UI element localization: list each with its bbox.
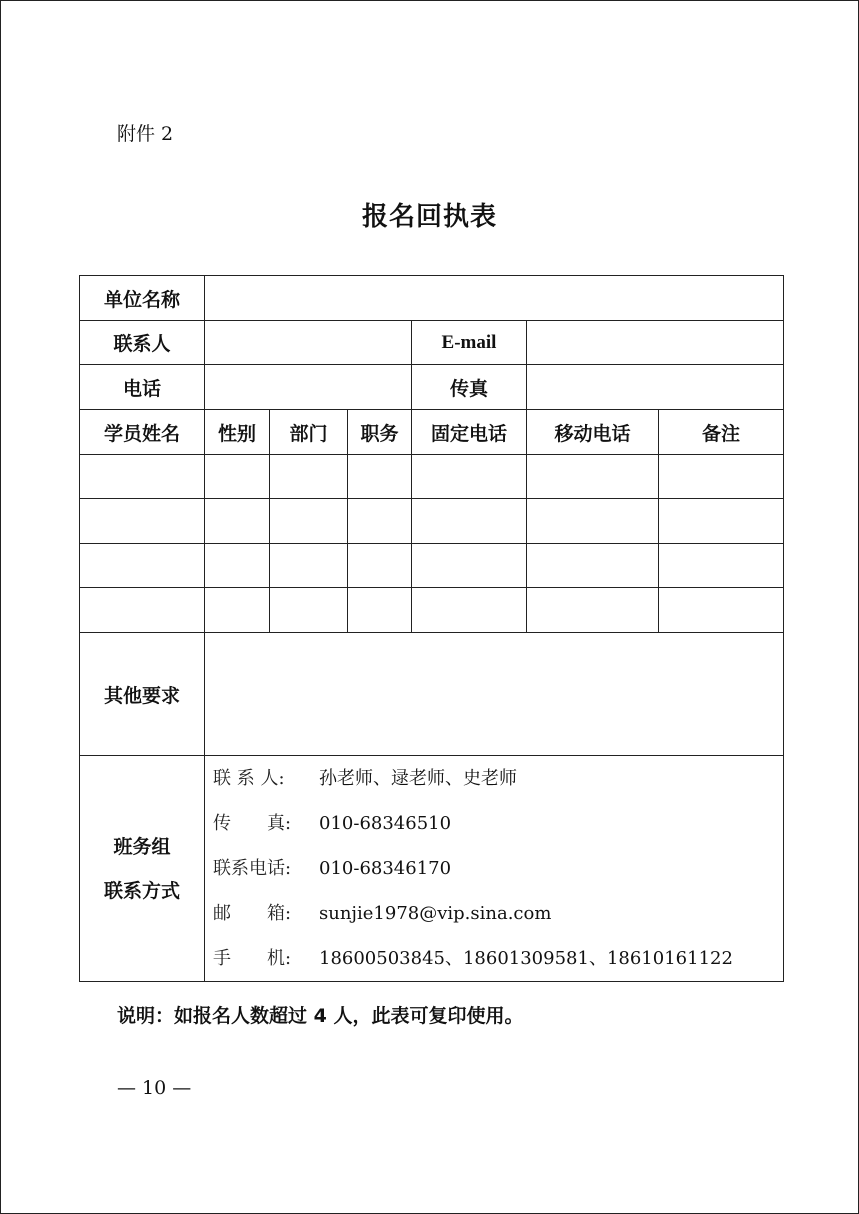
row-other-requirements [80,633,784,756]
mobile-cell[interactable] [527,499,659,544]
trainee-row [80,499,784,544]
phone-line [205,846,783,891]
gender-cell[interactable] [205,588,270,633]
phone-line-value: 010-68346170 [319,858,452,879]
department-cell[interactable] [270,499,348,544]
email-field[interactable] [527,321,784,365]
col-header-mobile: 移动电话 [527,410,659,455]
col-header-department: 部门 [270,410,348,455]
col-header-trainee-name: 学员姓名 [80,410,205,455]
usage-note: 说明：如报名人数超过 4 人，此表可复印使用。 [117,1005,524,1027]
phone-field[interactable] [205,365,412,410]
email-line-value[interactable]: sunjie1978@vip.sina.com [319,903,552,924]
contact-persons-label: 联 系 人: [213,768,285,789]
trainee-row [80,588,784,633]
mobile-line-value: 18600503845、18601309581、18610161122 [319,948,733,969]
email-label: E-mail [412,321,527,365]
remarks-cell[interactable] [659,544,784,588]
position-cell[interactable] [348,455,412,499]
fax-line-value: 010-68346510 [319,813,452,834]
phone-line-label: 联系电话: [213,858,292,879]
col-header-position: 职务 [348,410,412,455]
col-header-landline: 固定电话 [412,410,527,455]
form-title: 报名回执表 [361,202,497,232]
mobile-cell[interactable] [527,588,659,633]
attachment-label: 附件 2 [117,123,174,145]
mobile-cell[interactable] [527,455,659,499]
class-contact-label [80,756,205,982]
landline-cell[interactable] [412,588,527,633]
landline-cell[interactable] [412,455,527,499]
landline-cell[interactable] [412,499,527,544]
row-class-contact [80,756,784,982]
trainee-row [80,455,784,499]
class-contact-label-line2: 联系方式 [103,879,180,902]
contact-persons-line [205,756,783,801]
department-cell[interactable] [270,544,348,588]
other-requirements-label: 其他要求 [80,633,205,756]
email-line-label: 邮 箱: [213,903,292,924]
trainee-row [80,544,784,588]
contact-persons-value: 孙老师、逯老师、史老师 [319,768,517,789]
mobile-line [205,936,783,981]
unit-name-label: 单位名称 [80,276,205,321]
class-contact-label-line1: 班务组 [113,835,171,858]
other-requirements-field[interactable] [205,633,784,756]
row-contact [80,321,784,365]
page-number: — 10 — [117,1077,192,1099]
col-header-remarks: 备注 [659,410,784,455]
gender-cell[interactable] [205,544,270,588]
registration-table [79,275,784,982]
landline-cell[interactable] [412,544,527,588]
contact-person-label: 联系人 [80,321,205,365]
position-cell[interactable] [348,588,412,633]
fax-label: 传真 [412,365,527,410]
contact-person-field[interactable] [205,321,412,365]
mobile-line-label: 手 机: [213,948,292,969]
remarks-cell[interactable] [659,455,784,499]
mobile-cell[interactable] [527,544,659,588]
fax-line-label: 传 真: [213,813,292,834]
email-line [205,891,783,936]
fax-field[interactable] [527,365,784,410]
phone-label: 电话 [80,365,205,410]
trainee-name-cell[interactable] [80,455,205,499]
class-contact-details [205,756,784,982]
row-unit-name [80,276,784,321]
trainee-name-cell[interactable] [80,499,205,544]
gender-cell[interactable] [205,455,270,499]
department-cell[interactable] [270,455,348,499]
row-phone [80,365,784,410]
remarks-cell[interactable] [659,588,784,633]
col-header-gender: 性别 [205,410,270,455]
trainee-name-cell[interactable] [80,588,205,633]
row-column-headers [80,410,784,455]
position-cell[interactable] [348,499,412,544]
remarks-cell[interactable] [659,499,784,544]
trainee-name-cell[interactable] [80,544,205,588]
unit-name-field[interactable] [205,276,784,321]
department-cell[interactable] [270,588,348,633]
fax-line [205,801,783,846]
position-cell[interactable] [348,544,412,588]
gender-cell[interactable] [205,499,270,544]
